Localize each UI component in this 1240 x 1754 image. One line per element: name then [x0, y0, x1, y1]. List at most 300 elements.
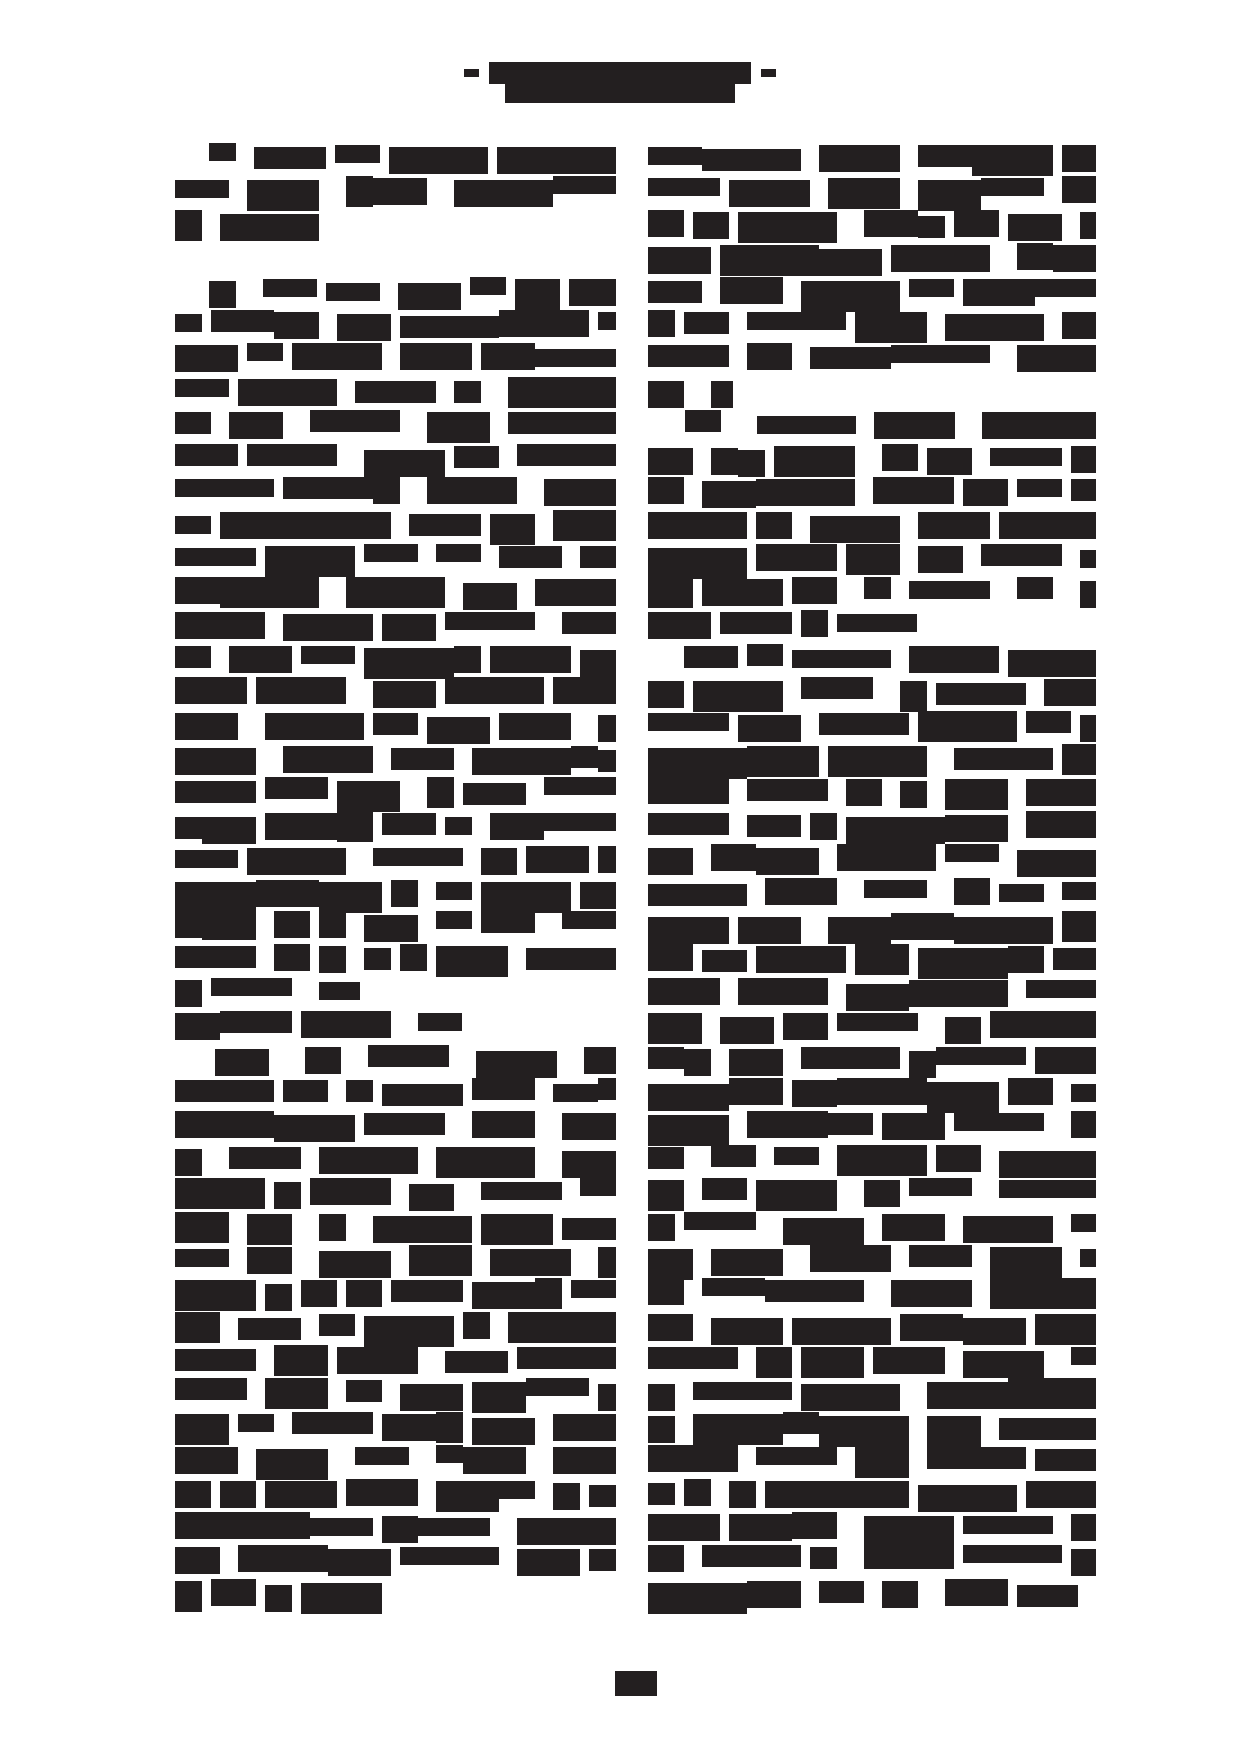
redacted-word — [828, 746, 927, 777]
redacted-word — [837, 1481, 909, 1508]
redacted-word — [580, 546, 616, 568]
redacted-word — [382, 1516, 418, 1543]
redacted-word — [382, 614, 436, 641]
redacted-word — [1071, 1549, 1096, 1576]
redacted-text-line — [648, 1481, 1096, 1508]
redacted-word — [999, 1180, 1096, 1198]
redacted-word — [436, 882, 472, 900]
redacted-word — [702, 1178, 747, 1200]
redacted-word — [648, 1347, 738, 1369]
redacted-word — [391, 748, 454, 770]
redacted-text-line — [648, 813, 1096, 840]
redacted-word — [400, 1547, 499, 1565]
redacted-word — [648, 147, 702, 165]
redacted-word — [756, 544, 837, 571]
redacted-word — [265, 1585, 292, 1612]
redacted-word — [747, 343, 792, 370]
redacted-word — [882, 1113, 945, 1140]
redacted-word — [990, 1011, 1096, 1038]
redacted-word — [1026, 779, 1096, 806]
redacted-word — [945, 844, 999, 862]
redacted-word — [337, 1347, 418, 1374]
redacted-word — [648, 281, 702, 303]
redacted-word — [954, 878, 990, 905]
redacted-word — [202, 817, 256, 844]
redacted-text-line — [648, 713, 1096, 740]
redacted-word — [265, 546, 355, 577]
redacted-word — [310, 410, 400, 432]
redacted-word — [900, 681, 927, 712]
redacted-word — [873, 1347, 945, 1374]
redacted-word — [774, 446, 855, 477]
redacted-word — [648, 345, 729, 367]
redacted-word — [1035, 1314, 1096, 1345]
redacted-word — [982, 412, 1096, 439]
redacted-word — [756, 1180, 837, 1211]
redacted-word — [247, 180, 319, 211]
redacted-text-line — [648, 1113, 1096, 1140]
redacted-text-line — [175, 512, 616, 539]
redacted-word — [918, 512, 990, 539]
redacted-word — [355, 1447, 409, 1465]
redacted-word — [211, 978, 292, 996]
redacted-word — [175, 781, 256, 803]
redacted-word — [711, 381, 733, 408]
redacted-word — [364, 450, 445, 477]
redacted-word — [801, 1384, 900, 1411]
redacted-word — [463, 1447, 526, 1474]
redacted-word — [1035, 1449, 1096, 1471]
redacted-word — [1071, 1347, 1096, 1365]
redacted-text-line — [648, 679, 1096, 706]
redacted-word — [693, 681, 783, 712]
redacted-text-line — [648, 145, 1096, 172]
redacted-text-line — [648, 446, 1096, 473]
redacted-word — [265, 1284, 292, 1311]
redacted-word — [702, 950, 747, 972]
redacted-text-line — [175, 1247, 616, 1274]
redacted-text-line — [648, 1047, 1096, 1074]
redacted-word — [175, 479, 274, 497]
redacted-word — [490, 813, 544, 840]
redacted-text-line — [648, 1547, 1096, 1574]
redacted-word — [648, 1249, 693, 1280]
redacted-word — [945, 1017, 981, 1044]
redacted-text-line — [648, 345, 1096, 372]
redacted-word — [1071, 1084, 1096, 1102]
redacted-word — [263, 279, 317, 297]
redacted-word — [247, 848, 346, 875]
redacted-word — [175, 314, 202, 332]
redacted-word — [326, 283, 380, 301]
redacted-word — [319, 1147, 418, 1174]
redacted-text-line — [648, 212, 1096, 239]
redacted-word — [963, 479, 1008, 506]
redacted-word — [927, 1416, 981, 1447]
redacted-word — [909, 279, 954, 297]
redacted-word — [837, 1013, 918, 1031]
redacted-word — [1017, 479, 1062, 497]
redacted-word — [238, 1545, 328, 1572]
redacted-word — [526, 1378, 589, 1396]
redacted-text-line — [175, 646, 616, 673]
title-line-1-redacted — [489, 62, 751, 84]
redacted-word — [364, 915, 418, 942]
redacted-word — [418, 1518, 490, 1536]
redacted-word — [175, 882, 256, 913]
redacted-word — [1008, 650, 1096, 677]
redacted-word — [373, 477, 400, 504]
redacted-text-line — [648, 1013, 1096, 1040]
redacted-word — [544, 777, 616, 795]
redacted-word — [247, 1512, 310, 1539]
redacted-word — [364, 948, 391, 970]
redacted-word — [337, 314, 391, 341]
redacted-word — [747, 815, 801, 837]
redacted-word — [837, 844, 936, 871]
redacted-word — [972, 145, 1053, 176]
redacted-word — [175, 1512, 247, 1539]
redacted-word — [409, 514, 481, 536]
redacted-text-line — [175, 579, 616, 606]
redacted-word — [346, 577, 445, 608]
redacted-word — [445, 612, 535, 630]
redacted-word — [909, 1051, 936, 1078]
redacted-word — [445, 817, 472, 835]
redacted-word — [648, 1278, 684, 1305]
redacted-text-line — [175, 746, 616, 773]
redacted-word — [175, 180, 229, 198]
redacted-word — [801, 677, 873, 699]
redacted-word — [310, 1518, 373, 1536]
redacted-word — [963, 1545, 1062, 1563]
redacted-text-line — [648, 1581, 1096, 1608]
redacted-word — [684, 1212, 756, 1230]
redacted-word — [265, 713, 364, 740]
redacted-word — [747, 746, 819, 777]
redacted-text-line — [648, 479, 1096, 506]
redacted-word — [720, 1017, 774, 1044]
redacted-word — [215, 1049, 269, 1076]
redacted-text-line — [648, 512, 1096, 539]
redacted-word — [175, 1178, 265, 1209]
redacted-word — [1080, 715, 1096, 742]
redacted-word — [900, 1314, 963, 1341]
redacted-word — [648, 477, 684, 504]
redacted-word — [481, 1214, 553, 1245]
redacted-word — [589, 1549, 616, 1571]
redacted-word — [220, 214, 319, 241]
redacted-word — [1026, 980, 1096, 998]
redacted-word — [1080, 550, 1096, 568]
redacted-word — [909, 1178, 972, 1196]
redacted-word — [211, 1579, 256, 1606]
redacted-word — [517, 444, 616, 466]
redacted-word — [918, 145, 972, 167]
redacted-word — [756, 277, 783, 304]
redacted-word — [598, 750, 616, 772]
redacted-word — [373, 1216, 472, 1243]
redacted-word — [1053, 245, 1096, 272]
redacted-word — [711, 844, 756, 871]
redacted-text-line — [175, 479, 616, 506]
redacted-word — [810, 516, 900, 543]
title-dash-right — [761, 69, 776, 77]
redacted-word — [472, 748, 571, 775]
redacted-word — [648, 310, 675, 337]
redacted-word — [301, 646, 355, 664]
redacted-word — [175, 1378, 247, 1400]
redacted-word — [202, 913, 256, 940]
redacted-word — [900, 781, 927, 808]
redacted-text-line — [175, 1547, 616, 1574]
redacted-word — [265, 777, 328, 799]
redacted-text-line — [648, 412, 1096, 439]
redacted-word — [720, 612, 792, 634]
redacted-word — [864, 210, 918, 237]
redacted-word — [702, 1545, 801, 1567]
redacted-word — [508, 1312, 616, 1343]
redacted-word — [1026, 711, 1071, 733]
redacted-word — [346, 1080, 373, 1102]
redacted-word — [265, 1481, 337, 1508]
redacted-word — [265, 813, 337, 840]
redacted-word — [436, 1147, 535, 1178]
redacted-word — [553, 677, 616, 704]
redacted-word — [535, 1278, 562, 1309]
redacted-word — [238, 1414, 274, 1432]
redacted-word — [918, 1485, 1017, 1512]
redacted-text-line — [175, 980, 616, 1007]
redacted-text-line — [175, 1147, 616, 1174]
redacted-word — [765, 1481, 837, 1508]
redacted-word — [990, 448, 1062, 466]
redacted-word — [936, 683, 1026, 705]
redacted-word — [1071, 446, 1096, 473]
redacted-word — [220, 1011, 292, 1033]
redacted-word — [254, 147, 326, 169]
redacted-word — [427, 717, 490, 744]
redacted-word — [702, 149, 801, 171]
redacted-word — [1071, 479, 1096, 501]
redacted-word — [1062, 744, 1096, 775]
redacted-word — [783, 1013, 828, 1040]
redacted-word — [648, 1147, 684, 1169]
redacted-word — [981, 178, 1044, 196]
page-number-redacted — [615, 1671, 657, 1696]
redacted-word — [175, 850, 238, 868]
redacted-word — [1017, 243, 1053, 270]
redacted-word — [1017, 577, 1053, 599]
redacted-word — [238, 379, 337, 406]
redacted-word — [999, 512, 1096, 539]
redacted-word — [783, 1412, 819, 1434]
redacted-word — [927, 1447, 1026, 1469]
redacted-word — [918, 711, 1017, 742]
redacted-word — [454, 180, 553, 207]
redacted-word — [1035, 279, 1096, 297]
redacted-word — [729, 180, 810, 207]
redacted-word — [436, 1481, 499, 1512]
redacted-word — [229, 412, 283, 439]
redacted-word — [684, 1479, 711, 1506]
redacted-word — [648, 1583, 747, 1614]
redacted-word — [535, 579, 616, 606]
redacted-word — [274, 312, 319, 339]
redacted-word — [481, 1182, 562, 1200]
redacted-word — [175, 677, 247, 704]
redacted-word — [346, 176, 373, 207]
redacted-word — [283, 614, 373, 641]
redacted-text-line — [648, 579, 1096, 606]
redacted-word — [382, 1414, 436, 1441]
redacted-text-line — [175, 312, 616, 339]
redacted-word — [648, 178, 720, 196]
redacted-word — [684, 312, 729, 334]
redacted-word — [747, 1581, 801, 1608]
redacted-word — [1062, 882, 1096, 900]
redacted-word — [945, 314, 1044, 341]
redacted-word — [175, 1212, 229, 1243]
redacted-word — [337, 811, 373, 842]
redacted-word — [364, 648, 454, 679]
redacted-word — [918, 216, 945, 238]
redacted-word — [346, 1380, 382, 1402]
redacted-word — [328, 1549, 391, 1576]
redacted-word — [738, 917, 801, 944]
redacted-word — [1071, 1214, 1096, 1232]
redacted-word — [828, 1113, 873, 1135]
redacted-word — [648, 381, 684, 408]
redacted-text-line — [648, 612, 1096, 639]
redacted-word — [301, 1583, 382, 1614]
redacted-word — [819, 145, 900, 172]
redacted-word — [265, 1378, 328, 1409]
redacted-word — [382, 1084, 463, 1106]
redacted-word — [648, 548, 747, 579]
redacted-word — [562, 612, 616, 634]
redacted-word — [963, 1516, 1053, 1534]
redacted-word — [864, 880, 927, 898]
redacted-text-line — [175, 1214, 616, 1241]
redacted-word — [175, 1280, 256, 1311]
redacted-word — [175, 612, 265, 639]
redacted-word — [963, 1351, 1044, 1378]
redacted-word — [400, 343, 472, 370]
redacted-word — [175, 1349, 256, 1371]
redacted-word — [954, 1113, 1044, 1131]
redacted-word — [472, 1282, 535, 1309]
redacted-text-line — [648, 1280, 1096, 1307]
redacted-word — [175, 1013, 220, 1040]
redacted-text-line — [175, 1481, 616, 1508]
redacted-word — [801, 1347, 864, 1378]
redacted-word — [837, 1145, 927, 1176]
text-column-right — [648, 145, 1096, 1614]
redacted-word — [319, 1251, 391, 1278]
redacted-word — [499, 546, 562, 568]
redacted-word — [220, 512, 265, 539]
redacted-word — [526, 948, 616, 970]
redacted-text-line — [175, 145, 616, 172]
redacted-word — [497, 147, 616, 174]
redacted-text-line — [648, 646, 1096, 673]
redacted-word — [702, 481, 756, 508]
redacted-word — [571, 746, 598, 768]
redacted-word — [463, 783, 526, 805]
redacted-word — [175, 345, 238, 372]
redacted-word — [810, 1547, 837, 1569]
redacted-text-line — [648, 846, 1096, 873]
redacted-word — [954, 210, 999, 237]
redacted-word — [209, 143, 236, 161]
redacted-text-line — [648, 1247, 1096, 1274]
redacted-word — [711, 1318, 783, 1345]
redacted-word — [373, 178, 427, 205]
redacted-text-line — [175, 946, 616, 973]
redacted-word — [810, 1245, 891, 1272]
redacted-text-line — [175, 1447, 616, 1474]
redacted-word — [265, 512, 301, 539]
redacted-text-line — [175, 1514, 616, 1541]
redacted-word — [648, 848, 693, 875]
redacted-text-line — [175, 1080, 616, 1107]
redacted-word — [792, 1318, 891, 1345]
redacted-word — [319, 882, 382, 913]
redacted-word — [175, 1111, 274, 1138]
redacted-word — [855, 312, 927, 343]
redacted-word — [648, 1115, 729, 1146]
redacted-text-line — [648, 946, 1096, 973]
redacted-word — [909, 1245, 972, 1267]
redacted-word — [409, 1245, 472, 1276]
redacted-word — [562, 911, 616, 929]
redacted-word — [175, 1149, 202, 1176]
redacted-word — [864, 1180, 900, 1207]
redacted-word — [1080, 1249, 1096, 1267]
redacted-text-line — [648, 178, 1096, 205]
redacted-word — [855, 1447, 909, 1478]
redacted-word — [1026, 1481, 1096, 1508]
redacted-word — [175, 379, 229, 397]
redacted-word — [481, 848, 517, 875]
redacted-word — [580, 882, 616, 909]
redacted-word — [346, 1479, 418, 1506]
redacted-word — [463, 583, 517, 610]
redacted-word — [783, 1218, 864, 1245]
redacted-word — [305, 1047, 341, 1074]
redacted-text-line — [648, 746, 1096, 773]
redacted-word — [175, 1080, 274, 1102]
redacted-word — [274, 1345, 328, 1376]
redacted-word — [515, 279, 560, 310]
redacted-word — [810, 347, 891, 369]
redacted-word — [729, 1078, 783, 1105]
redacted-word — [175, 548, 256, 566]
redacted-word — [373, 713, 418, 735]
redacted-word — [747, 779, 828, 801]
redacted-word — [927, 448, 972, 475]
redacted-word — [729, 1514, 792, 1541]
redacted-text-line — [648, 1147, 1096, 1174]
redacted-word — [756, 848, 819, 875]
redacted-word — [472, 1418, 535, 1445]
redacted-text-line — [175, 713, 616, 740]
redacted-text-line — [648, 312, 1096, 339]
redacted-text-line — [648, 245, 1096, 272]
redacted-word — [283, 1080, 328, 1102]
redacted-word — [247, 444, 337, 466]
